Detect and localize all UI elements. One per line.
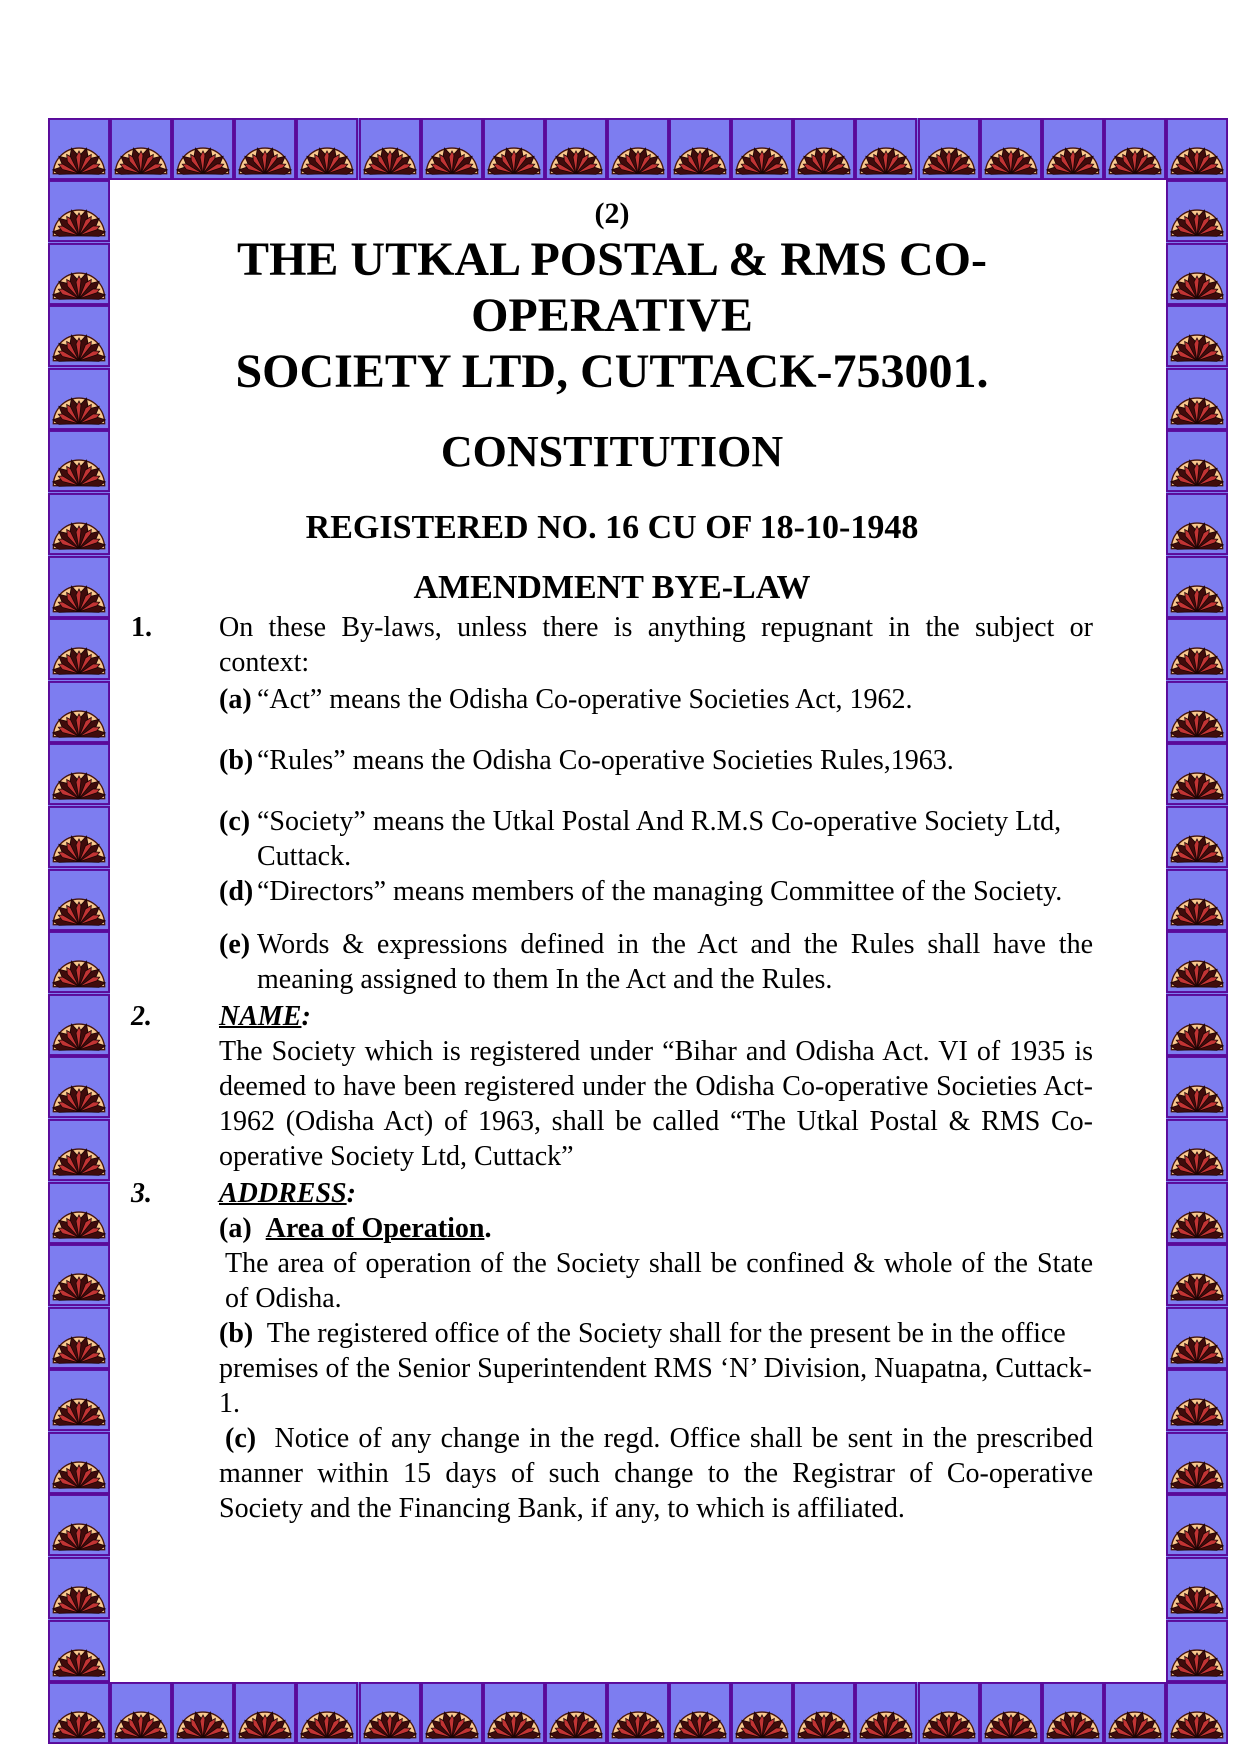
bylaw-item-2-number: 2. bbox=[131, 1001, 152, 1032]
fan-motif-icon bbox=[421, 1682, 483, 1744]
border-strip-left bbox=[48, 180, 110, 1682]
bylaw-item-3-number: 3. bbox=[131, 1178, 152, 1209]
fan-motif-icon bbox=[296, 1682, 358, 1744]
page-number: (2) bbox=[594, 197, 630, 230]
clause-a-label: (a) bbox=[219, 684, 252, 715]
fan-motif-icon bbox=[48, 931, 110, 993]
fan-motif-icon bbox=[980, 118, 1042, 180]
fan-motif-icon bbox=[731, 118, 793, 180]
clause-e-text: Words & expressions defined in the Act and the Rules shall have the meaning assigned to them In the Act and the Rules. bbox=[257, 929, 1093, 995]
name-section-heading bbox=[219, 999, 1093, 1034]
fan-motif-icon bbox=[855, 118, 917, 180]
fan-motif-icon bbox=[48, 1307, 110, 1369]
registered-office-text bbox=[219, 1316, 1093, 1421]
fan-motif-icon bbox=[48, 493, 110, 555]
fan-motif-icon bbox=[172, 1682, 234, 1744]
bylaw-1-clause-c bbox=[219, 804, 1093, 874]
fan-motif-icon bbox=[1166, 1557, 1228, 1619]
sub-a-title-period: . bbox=[484, 1213, 492, 1244]
bylaw-item-2-body bbox=[219, 999, 1093, 1174]
fan-motif-icon bbox=[48, 1244, 110, 1306]
fan-motif-icon bbox=[1166, 1182, 1228, 1244]
sub-a-label: (a) bbox=[219, 1213, 252, 1244]
fan-motif-icon bbox=[1042, 1682, 1104, 1744]
fan-motif-icon bbox=[48, 368, 110, 430]
name-label: NAME bbox=[219, 1001, 302, 1032]
clause-e-label: (e) bbox=[219, 929, 251, 960]
fan-motif-icon bbox=[1166, 1682, 1228, 1744]
fan-motif-icon bbox=[793, 1682, 855, 1744]
area-of-operation-heading bbox=[219, 1211, 1093, 1246]
bylaw-1-clause-d bbox=[219, 874, 1093, 909]
fan-motif-icon bbox=[48, 618, 110, 680]
fan-motif-icon bbox=[731, 1682, 793, 1744]
fan-motif-icon bbox=[296, 118, 358, 180]
fan-motif-icon bbox=[1166, 430, 1228, 492]
fan-motif-icon bbox=[1166, 368, 1228, 430]
bylaw-item-1 bbox=[131, 610, 1093, 997]
fan-motif-icon bbox=[48, 994, 110, 1056]
fan-motif-icon bbox=[1166, 743, 1228, 805]
bylaw-item-3 bbox=[131, 1176, 1093, 1526]
bylaw-item-1-number: 1. bbox=[131, 612, 152, 643]
fan-motif-icon bbox=[918, 1682, 980, 1744]
area-of-operation-text: The area of operation of the Society shall be confined & whole of the State of Odisha. bbox=[225, 1248, 1093, 1314]
fan-motif-icon bbox=[359, 118, 421, 180]
fan-motif-icon bbox=[48, 118, 110, 180]
sub-a-title: Area of Operation bbox=[265, 1213, 485, 1244]
clause-b-label: (b) bbox=[219, 745, 254, 776]
bylaw-item-1-body bbox=[219, 610, 1093, 997]
fan-motif-icon bbox=[48, 869, 110, 931]
fan-motif-icon bbox=[669, 1682, 731, 1744]
fan-motif-icon bbox=[669, 118, 731, 180]
fan-motif-icon bbox=[48, 1620, 110, 1682]
address-label: ADDRESS bbox=[219, 1178, 347, 1209]
registration-number: REGISTERED NO. 16 CU OF 18-10-1948 bbox=[305, 509, 919, 546]
fan-motif-icon bbox=[1166, 681, 1228, 743]
bylaw-item-2 bbox=[131, 999, 1093, 1174]
fan-motif-icon bbox=[855, 1682, 917, 1744]
border-strip-right bbox=[1166, 180, 1228, 1682]
fan-motif-icon bbox=[980, 1682, 1042, 1744]
fan-motif-icon bbox=[1166, 1244, 1228, 1306]
bylaw-item-3-body bbox=[219, 1176, 1093, 1526]
fan-motif-icon bbox=[48, 681, 110, 743]
bylaw-item-1-intro: On these By-laws, unless there is anything repugnant in the subject or context: bbox=[219, 612, 1093, 678]
sub-c-text: Notice of any change in the regd. Office shall be sent in the prescribed manner within 15 days of such change to the Registrar of Co-operative Society and the Financing Bank, if any, to which is affiliated. bbox=[219, 1423, 1093, 1524]
fan-motif-icon bbox=[48, 1432, 110, 1494]
fan-motif-icon bbox=[48, 1182, 110, 1244]
fan-motif-icon bbox=[48, 1369, 110, 1431]
fan-motif-icon bbox=[421, 118, 483, 180]
fan-motif-icon bbox=[1166, 493, 1228, 555]
fan-motif-icon bbox=[1166, 1432, 1228, 1494]
sub-c-label: (c) bbox=[225, 1423, 257, 1454]
fan-motif-icon bbox=[48, 305, 110, 367]
fan-motif-icon bbox=[1166, 1307, 1228, 1369]
fan-motif-icon bbox=[1166, 994, 1228, 1056]
fan-motif-icon bbox=[1166, 118, 1228, 180]
document-title-line-2: SOCIETY LTD, CUTTACK-753001. bbox=[235, 345, 989, 398]
address-section-heading bbox=[219, 1176, 1093, 1211]
clause-b-text: “Rules” means the Odisha Co-operative Societies Rules,1963. bbox=[257, 745, 954, 776]
fan-motif-icon bbox=[483, 1682, 545, 1744]
fan-motif-icon bbox=[1166, 618, 1228, 680]
fan-motif-icon bbox=[1166, 1494, 1228, 1556]
fan-motif-icon bbox=[48, 180, 110, 242]
fan-motif-icon bbox=[48, 743, 110, 805]
fan-motif-icon bbox=[1042, 118, 1104, 180]
fan-motif-icon bbox=[48, 1056, 110, 1118]
fan-motif-icon bbox=[48, 1557, 110, 1619]
sub-b-label: (b) bbox=[219, 1318, 254, 1349]
clause-c-label: (c) bbox=[219, 806, 251, 837]
document-title-line-1: THE UTKAL POSTAL & RMS CO-OPERATIVE bbox=[237, 233, 987, 342]
fan-motif-icon bbox=[1166, 1056, 1228, 1118]
fan-motif-icon bbox=[48, 806, 110, 868]
name-colon: : bbox=[301, 1001, 311, 1032]
clause-d-label: (d) bbox=[219, 876, 254, 907]
border-strip-bottom bbox=[48, 1682, 1228, 1744]
fan-motif-icon bbox=[607, 118, 669, 180]
fan-motif-icon bbox=[793, 118, 855, 180]
fan-motif-icon bbox=[483, 118, 545, 180]
fan-motif-icon bbox=[1166, 1119, 1228, 1181]
bylaw-1-clause-e bbox=[219, 927, 1093, 997]
fan-motif-icon bbox=[110, 118, 172, 180]
document-title bbox=[131, 232, 1093, 400]
clause-c-text: “Society” means the Utkal Postal And R.M.S Co-operative Society Ltd, Cuttack. bbox=[257, 806, 1062, 872]
fan-motif-icon bbox=[1166, 180, 1228, 242]
clause-a-text: “Act” means the Odisha Co-operative Societies Act, 1962. bbox=[257, 684, 913, 715]
fan-motif-icon bbox=[48, 430, 110, 492]
fan-motif-icon bbox=[1166, 931, 1228, 993]
fan-motif-icon bbox=[918, 118, 980, 180]
fan-motif-icon bbox=[1166, 1620, 1228, 1682]
clause-d-text: “Directors” means members of the managing Committee of the Society. bbox=[257, 876, 1063, 907]
fan-motif-icon bbox=[1104, 118, 1166, 180]
fan-motif-icon bbox=[172, 118, 234, 180]
fan-motif-icon bbox=[1166, 869, 1228, 931]
name-section-text: The Society which is registered under “Bihar and Odisha Act. VI of 1935 is deemed to have been registered under the Odisha Co-operative Societies Act-1962 (Odisha Act) of 1963, shall be called “The Utkal Postal & RMS Co-operative Society Ltd, Cuttack” bbox=[219, 1036, 1093, 1172]
fan-motif-icon bbox=[48, 243, 110, 305]
change-notice-text bbox=[219, 1421, 1093, 1526]
amendment-bye-law-heading: AMENDMENT BYE-LAW bbox=[413, 569, 811, 606]
fan-motif-icon bbox=[48, 1494, 110, 1556]
border-strip-top bbox=[48, 118, 1228, 180]
fan-motif-icon bbox=[545, 1682, 607, 1744]
fan-motif-icon bbox=[48, 556, 110, 618]
fan-motif-icon bbox=[234, 118, 296, 180]
fan-motif-icon bbox=[48, 1119, 110, 1181]
fan-motif-icon bbox=[359, 1682, 421, 1744]
fan-motif-icon bbox=[545, 118, 607, 180]
sub-b-text: The registered office of the Society shall for the present be in the office premises of the Senior Superintendent RMS ‘N’ Division, Nuapatna, Cuttack-1. bbox=[219, 1318, 1092, 1419]
fan-motif-icon bbox=[1166, 305, 1228, 367]
fan-motif-icon bbox=[1166, 556, 1228, 618]
fan-motif-icon bbox=[110, 1682, 172, 1744]
document-content bbox=[113, 186, 1163, 1526]
bylaw-1-clause-a bbox=[219, 682, 1093, 717]
fan-motif-icon bbox=[607, 1682, 669, 1744]
fan-motif-icon bbox=[1166, 243, 1228, 305]
constitution-heading: CONSTITUTION bbox=[440, 427, 784, 476]
fan-motif-icon bbox=[48, 1682, 110, 1744]
fan-motif-icon bbox=[1166, 1369, 1228, 1431]
fan-motif-icon bbox=[1104, 1682, 1166, 1744]
fan-motif-icon bbox=[234, 1682, 296, 1744]
address-colon: : bbox=[346, 1178, 356, 1209]
bylaw-1-clause-b bbox=[219, 743, 1093, 778]
fan-motif-icon bbox=[1166, 806, 1228, 868]
